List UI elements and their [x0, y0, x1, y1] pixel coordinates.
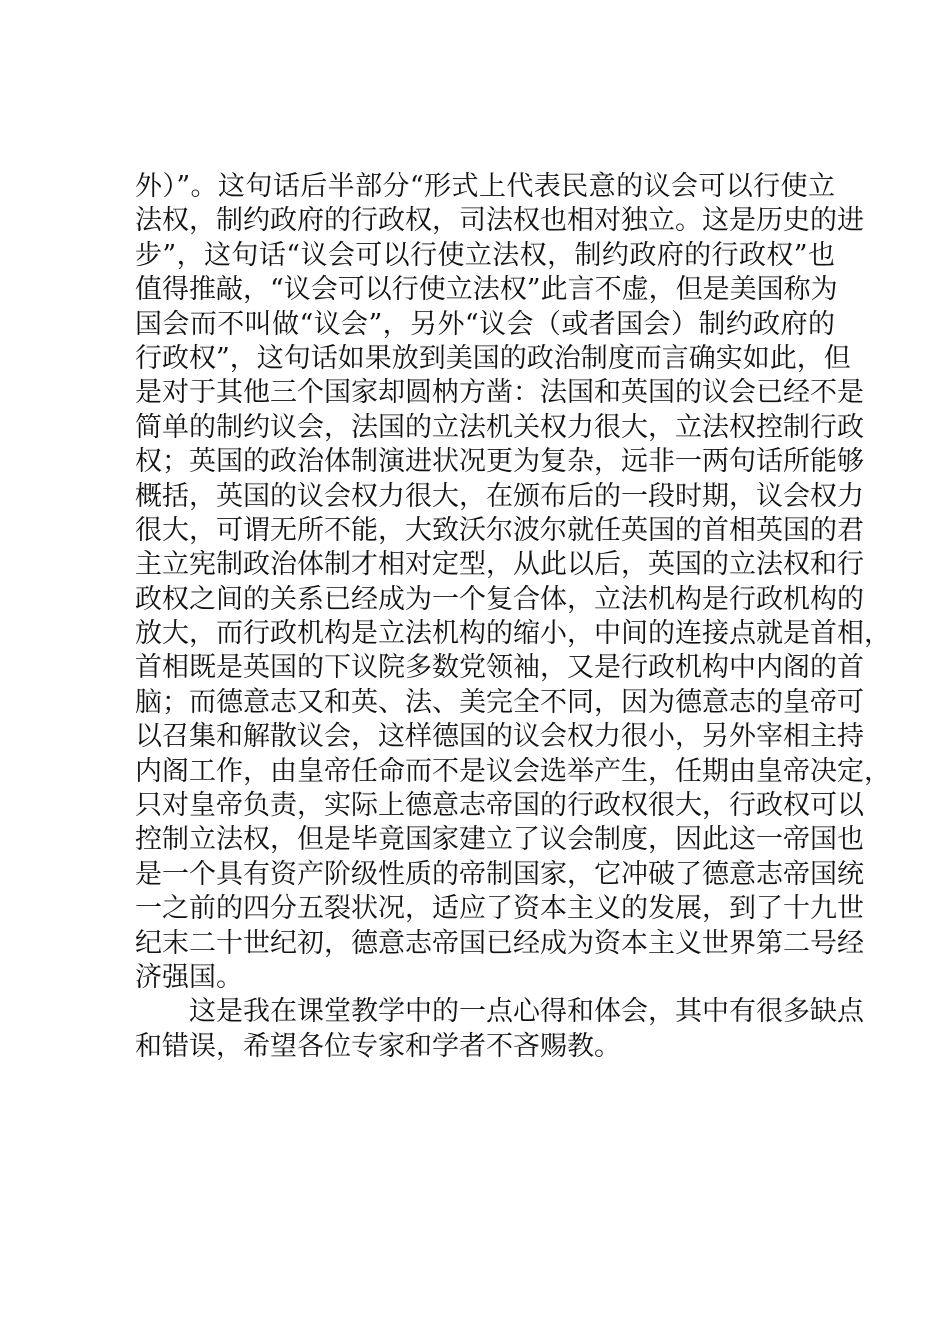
- text-line: 内阁工作，由皇帝任命而不是议会选举产生，任期由皇帝决定，: [135, 755, 891, 787]
- text-line: 是一个具有资产阶级性质的帝制国家，它冲破了德意志帝国统: [135, 858, 864, 890]
- text-line: 首相既是英国的下议院多数党领袖，又是行政机构中内阁的首: [135, 652, 864, 684]
- text-line: 步”，这句话“议会可以行使立法权，制约政府的行政权”也: [135, 239, 835, 271]
- text-line: 济强国。: [135, 961, 243, 993]
- text-line: 控制立法权，但是毕竟国家建立了议会制度，因此这一帝国也: [135, 824, 864, 856]
- text-line: 和错误，希望各位专家和学者不吝赐教。: [135, 1030, 621, 1062]
- text-line: 概括，英国的议会权力很大，在颁布后的一段时期，议会权力: [135, 480, 864, 512]
- text-line: 是对于其他三个国家却圆枘方凿：法国和英国的议会已经不是: [135, 377, 864, 409]
- text-line: 脑；而德意志又和英、法、美完全不同，因为德意志的皇帝可: [135, 686, 864, 718]
- text-line: 国会而不叫做“议会”，另外“议会（或者国会）制约政府的: [135, 308, 835, 340]
- text-line: 权；英国的政治体制演进状况更为复杂，远非一两句话所能够: [135, 446, 864, 478]
- paragraph-2: [135, 995, 864, 1064]
- text-line: 一之前的四分五裂状况，适应了资本主义的发展，到了十九世: [135, 893, 864, 925]
- text-line: 只对皇帝负责，实际上德意志帝国的行政权很大，行政权可以: [135, 790, 864, 822]
- text-line: 外）”。这句话后半部分“形式上代表民意的议会可以行使立: [135, 171, 835, 202]
- text-line: 行政权”，这句话如果放到美国的政治制度而言确实如此，但: [135, 342, 851, 374]
- text-line: 值得推敲，“议会可以行使立法权”此言不虚，但是美国称为: [135, 274, 838, 306]
- text-line: 纪末二十世纪初，德意志帝国已经成为资本主义世界第二号经: [135, 927, 864, 959]
- text-line: 主立宪制政治体制才相对定型，从此以后，英国的立法权和行: [135, 549, 864, 581]
- text-line: 政权之间的关系已经成为一个复合体，立法机构是行政机构的: [135, 583, 864, 615]
- text-line: 很大，可谓无所不能，大致沃尔波尔就任英国的首相英国的君: [135, 514, 864, 546]
- text-line: 简单的制约议会，法国的立法机关权力很大，立法权控制行政: [135, 411, 864, 443]
- text-line: 这是我在课堂教学中的一点心得和体会，其中有很多缺点: [189, 996, 864, 1028]
- document-body: [135, 170, 891, 1064]
- text-line: 以召集和解散议会，这样德国的议会权力很小，另外宰相主持: [135, 721, 864, 753]
- text-line: 放大，而行政机构是立法机构的缩小，中间的连接点就是首相，: [135, 618, 891, 650]
- text-line: 法权，制约政府的行政权，司法权也相对独立。这是历史的进: [135, 205, 864, 237]
- paragraph-1: [135, 170, 891, 995]
